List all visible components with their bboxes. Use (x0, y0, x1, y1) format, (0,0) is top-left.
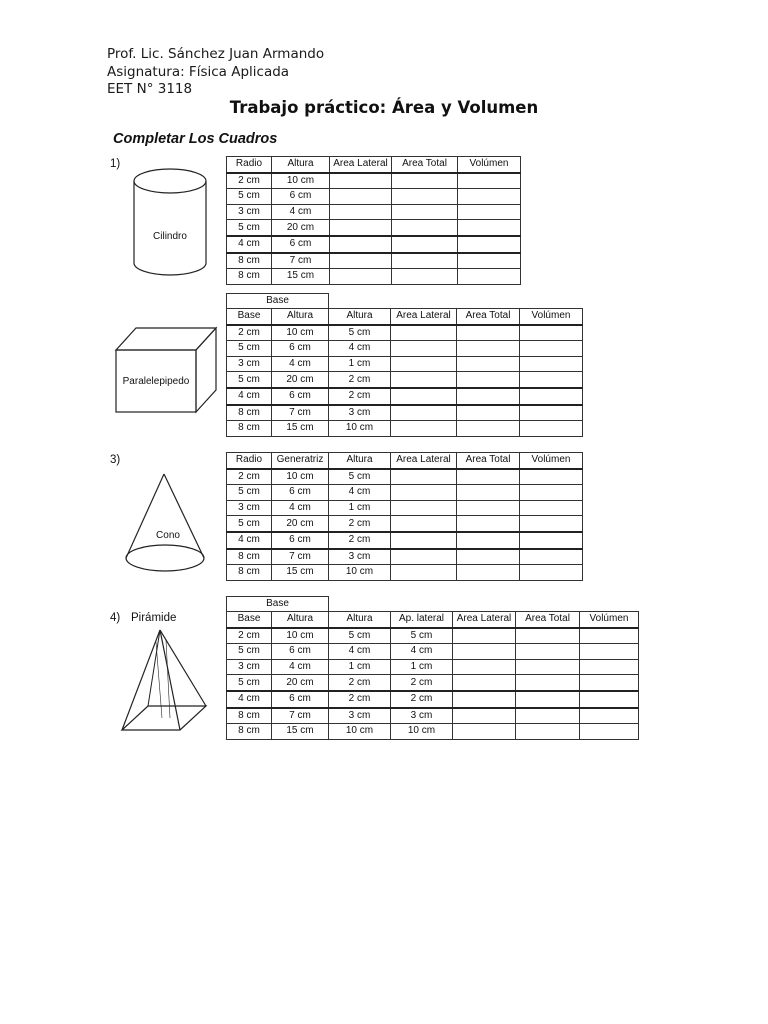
answer-cell[interactable] (330, 220, 392, 236)
answer-cell[interactable] (516, 708, 580, 724)
table-row (227, 628, 639, 644)
column-header: Ap. lateral (391, 612, 453, 628)
table-row (227, 708, 639, 724)
pyramid-label: Pirámide (131, 612, 177, 624)
data-cell: 15 cm (272, 565, 329, 581)
data-cell: 2 cm (227, 628, 272, 644)
answer-cell[interactable] (580, 724, 639, 740)
answer-cell[interactable] (392, 173, 458, 189)
cone-table (226, 452, 583, 581)
cone-label: Cono (156, 530, 180, 541)
parallelepiped-figure (112, 324, 220, 416)
column-header: Altura (272, 612, 329, 628)
answer-cell[interactable] (391, 405, 457, 421)
table-row (227, 516, 583, 532)
section-number-3: 3) (110, 454, 121, 466)
answer-cell[interactable] (520, 500, 583, 516)
table-row (227, 675, 639, 691)
table-row (227, 691, 639, 708)
answer-cell[interactable] (516, 659, 580, 675)
table-row (227, 173, 521, 189)
table-row (227, 341, 583, 357)
column-header: Radio (227, 453, 272, 469)
answer-cell[interactable] (391, 516, 457, 532)
parallelepiped-label: Paralelepipedo (122, 376, 190, 387)
answer-cell[interactable] (453, 659, 516, 675)
column-header: Altura (329, 309, 391, 325)
data-cell: 10 cm (272, 173, 330, 189)
table-row (227, 500, 583, 516)
answer-cell[interactable] (457, 500, 520, 516)
data-cell: 2 cm (227, 469, 272, 485)
data-cell: 5 cm (329, 628, 391, 644)
table-header-row (227, 612, 639, 628)
table-row (227, 724, 639, 740)
column-header: Base (227, 612, 272, 628)
answer-cell[interactable] (457, 405, 520, 421)
data-cell: 8 cm (227, 253, 272, 269)
answer-cell[interactable] (520, 485, 583, 501)
answer-cell[interactable] (391, 500, 457, 516)
answer-cell[interactable] (520, 516, 583, 532)
data-cell: 8 cm (227, 405, 272, 421)
data-cell: 4 cm (227, 691, 272, 708)
data-cell: 15 cm (272, 724, 329, 740)
answer-cell[interactable] (392, 236, 458, 253)
answer-cell[interactable] (330, 236, 392, 253)
answer-cell[interactable] (458, 173, 521, 189)
data-cell: 4 cm (391, 644, 453, 660)
column-header: Radio (227, 157, 272, 173)
answer-cell[interactable] (580, 708, 639, 724)
table-row (227, 236, 521, 253)
data-cell: 6 cm (272, 236, 330, 253)
answer-cell[interactable] (392, 253, 458, 269)
data-cell: 7 cm (272, 405, 329, 421)
answer-cell[interactable] (330, 173, 392, 189)
answer-cell[interactable] (457, 565, 520, 581)
table-row (227, 204, 521, 220)
data-cell: 8 cm (227, 269, 272, 285)
answer-cell[interactable] (580, 628, 639, 644)
data-cell: 5 cm (227, 485, 272, 501)
table-row (227, 659, 639, 675)
answer-cell[interactable] (457, 421, 520, 437)
answer-cell[interactable] (520, 372, 583, 388)
table-row (227, 372, 583, 388)
column-header: Volúmen (458, 157, 521, 173)
answer-cell[interactable] (520, 565, 583, 581)
data-cell: 4 cm (227, 388, 272, 405)
answer-cell[interactable] (392, 220, 458, 236)
data-cell: 5 cm (227, 372, 272, 388)
answer-cell[interactable] (457, 532, 520, 549)
column-header: Volúmen (520, 309, 583, 325)
data-cell: 3 cm (329, 549, 391, 565)
data-cell: 4 cm (329, 644, 391, 660)
data-cell: 2 cm (391, 675, 453, 691)
data-cell: 20 cm (272, 516, 329, 532)
answer-cell[interactable] (580, 691, 639, 708)
table-row (227, 549, 583, 565)
data-cell: 6 cm (272, 691, 329, 708)
data-cell: 3 cm (227, 659, 272, 675)
column-header: Area Lateral (453, 612, 516, 628)
answer-cell[interactable] (457, 469, 520, 485)
data-cell: 1 cm (329, 356, 391, 372)
data-cell: 5 cm (227, 675, 272, 691)
table-row (227, 189, 521, 205)
answer-cell[interactable] (391, 388, 457, 405)
table-row (227, 405, 583, 421)
answer-cell[interactable] (391, 485, 457, 501)
data-cell: 5 cm (329, 325, 391, 341)
answer-cell[interactable] (391, 469, 457, 485)
table-row (227, 469, 583, 485)
school-name: EET N° 3118 (107, 81, 193, 97)
subject-name: Asignatura: Física Aplicada (107, 64, 290, 80)
answer-cell[interactable] (520, 356, 583, 372)
column-header: Area Total (392, 157, 458, 173)
table-row (227, 485, 583, 501)
answer-cell[interactable] (516, 724, 580, 740)
column-header: Base (227, 309, 272, 325)
table-header-row (227, 309, 583, 325)
answer-cell[interactable] (457, 388, 520, 405)
column-header: Volúmen (580, 612, 639, 628)
data-cell: 6 cm (272, 189, 330, 205)
table-row (227, 421, 583, 437)
answer-cell[interactable] (458, 189, 521, 205)
column-header: Altura (272, 157, 330, 173)
data-cell: 6 cm (272, 388, 329, 405)
table-row (227, 565, 583, 581)
answer-cell[interactable] (391, 341, 457, 357)
data-cell: 2 cm (329, 516, 391, 532)
data-cell: 2 cm (227, 173, 272, 189)
answer-cell[interactable] (516, 644, 580, 660)
column-header: Area Total (516, 612, 580, 628)
answer-cell[interactable] (457, 372, 520, 388)
data-cell: 3 cm (227, 500, 272, 516)
parallelepiped-table (226, 308, 583, 437)
data-cell: 1 cm (329, 659, 391, 675)
data-cell: 6 cm (272, 644, 329, 660)
answer-cell[interactable] (391, 565, 457, 581)
column-header: Area Total (457, 309, 520, 325)
page-title: Trabajo práctico: Área y Volumen (229, 98, 539, 117)
data-cell: 10 cm (272, 325, 329, 341)
cylinder-table (226, 156, 521, 285)
table-header-row (227, 453, 583, 469)
table-row (227, 532, 583, 549)
data-cell: 8 cm (227, 421, 272, 437)
table-row (227, 269, 521, 285)
data-cell: 5 cm (227, 516, 272, 532)
answer-cell[interactable] (453, 628, 516, 644)
data-cell: 10 cm (329, 565, 391, 581)
data-cell: 1 cm (391, 659, 453, 675)
data-cell: 3 cm (329, 708, 391, 724)
data-cell: 2 cm (391, 691, 453, 708)
data-cell: 20 cm (272, 675, 329, 691)
answer-cell[interactable] (458, 236, 521, 253)
answer-cell[interactable] (580, 675, 639, 691)
answer-cell[interactable] (516, 675, 580, 691)
data-cell: 4 cm (329, 341, 391, 357)
data-cell: 3 cm (329, 405, 391, 421)
data-cell: 8 cm (227, 708, 272, 724)
data-cell: 4 cm (272, 500, 329, 516)
column-header: Area Lateral (391, 453, 457, 469)
answer-cell[interactable] (580, 659, 639, 675)
data-cell: 4 cm (272, 659, 329, 675)
column-header: Volúmen (520, 453, 583, 469)
data-cell: 15 cm (272, 421, 329, 437)
data-cell: 3 cm (227, 356, 272, 372)
cylinder-figure (130, 165, 212, 281)
answer-cell[interactable] (391, 372, 457, 388)
data-cell: 5 cm (227, 189, 272, 205)
column-header: Altura (329, 612, 391, 628)
column-header: Generatriz (272, 453, 329, 469)
answer-cell[interactable] (520, 325, 583, 341)
answer-cell[interactable] (520, 469, 583, 485)
answer-cell[interactable] (457, 485, 520, 501)
table-row (227, 220, 521, 236)
answer-cell[interactable] (392, 189, 458, 205)
table-row (227, 325, 583, 341)
answer-cell[interactable] (520, 549, 583, 565)
data-cell: 2 cm (329, 372, 391, 388)
answer-cell[interactable] (453, 644, 516, 660)
pyramid-table (226, 611, 639, 740)
answer-cell[interactable] (458, 204, 521, 220)
data-cell: 10 cm (391, 724, 453, 740)
answer-cell[interactable] (453, 708, 516, 724)
prism-base-group-label: Base (226, 293, 329, 308)
data-cell: 2 cm (227, 325, 272, 341)
data-cell: 6 cm (272, 532, 329, 549)
data-cell: 10 cm (272, 469, 329, 485)
answer-cell[interactable] (457, 325, 520, 341)
column-header: Altura (272, 309, 329, 325)
answer-cell[interactable] (453, 675, 516, 691)
answer-cell[interactable] (457, 516, 520, 532)
cone-figure (118, 470, 218, 576)
column-header: Altura (329, 453, 391, 469)
column-header: Area Lateral (391, 309, 457, 325)
data-cell: 5 cm (227, 644, 272, 660)
pyramid-base-group-label: Base (226, 596, 329, 611)
data-cell: 5 cm (329, 469, 391, 485)
data-cell: 5 cm (227, 220, 272, 236)
data-cell: 2 cm (329, 691, 391, 708)
data-cell: 4 cm (227, 236, 272, 253)
answer-cell[interactable] (453, 691, 516, 708)
answer-cell[interactable] (391, 532, 457, 549)
section-subheading: Completar Los Cuadros (113, 131, 278, 147)
answer-cell[interactable] (392, 204, 458, 220)
data-cell: 5 cm (391, 628, 453, 644)
data-cell: 20 cm (272, 220, 330, 236)
data-cell: 10 cm (272, 628, 329, 644)
data-cell: 4 cm (272, 204, 330, 220)
data-cell: 7 cm (272, 708, 329, 724)
cylinder-label: Cilindro (153, 231, 187, 242)
data-cell: 8 cm (227, 549, 272, 565)
table-row (227, 356, 583, 372)
answer-cell[interactable] (391, 356, 457, 372)
professor-name: Prof. Lic. Sánchez Juan Armando (107, 46, 325, 62)
answer-cell[interactable] (391, 421, 457, 437)
data-cell: 2 cm (329, 388, 391, 405)
data-cell: 2 cm (329, 675, 391, 691)
answer-cell[interactable] (520, 388, 583, 405)
answer-cell[interactable] (330, 204, 392, 220)
answer-cell[interactable] (516, 628, 580, 644)
data-cell: 10 cm (329, 724, 391, 740)
data-cell: 1 cm (329, 500, 391, 516)
data-cell: 2 cm (329, 532, 391, 549)
answer-cell[interactable] (580, 644, 639, 660)
table-row (227, 644, 639, 660)
answer-cell[interactable] (458, 269, 521, 285)
answer-cell[interactable] (457, 341, 520, 357)
data-cell: 8 cm (227, 565, 272, 581)
data-cell: 10 cm (329, 421, 391, 437)
answer-cell[interactable] (391, 549, 457, 565)
data-cell: 4 cm (329, 485, 391, 501)
answer-cell[interactable] (330, 189, 392, 205)
data-cell: 3 cm (227, 204, 272, 220)
answer-cell[interactable] (392, 269, 458, 285)
answer-cell[interactable] (516, 691, 580, 708)
answer-cell[interactable] (520, 532, 583, 549)
answer-cell[interactable] (458, 220, 521, 236)
answer-cell[interactable] (458, 253, 521, 269)
data-cell: 3 cm (391, 708, 453, 724)
answer-cell[interactable] (520, 405, 583, 421)
column-header: Area Total (457, 453, 520, 469)
data-cell: 6 cm (272, 485, 329, 501)
table-row (227, 388, 583, 405)
answer-cell[interactable] (520, 341, 583, 357)
section-number-4: 4) (110, 612, 121, 624)
table-header-row (227, 157, 521, 173)
data-cell: 7 cm (272, 549, 329, 565)
data-cell: 6 cm (272, 341, 329, 357)
answer-cell[interactable] (457, 356, 520, 372)
column-header: Area Lateral (330, 157, 392, 173)
data-cell: 15 cm (272, 269, 330, 285)
table-row (227, 253, 521, 269)
data-cell: 20 cm (272, 372, 329, 388)
data-cell: 7 cm (272, 253, 330, 269)
data-cell: 4 cm (227, 532, 272, 549)
answer-cell[interactable] (520, 421, 583, 437)
pyramid-figure (114, 626, 210, 740)
answer-cell[interactable] (330, 253, 392, 269)
answer-cell[interactable] (330, 269, 392, 285)
section-number-1: 1) (110, 158, 121, 170)
data-cell: 8 cm (227, 724, 272, 740)
answer-cell[interactable] (453, 724, 516, 740)
answer-cell[interactable] (457, 549, 520, 565)
data-cell: 4 cm (272, 356, 329, 372)
answer-cell[interactable] (391, 325, 457, 341)
data-cell: 5 cm (227, 341, 272, 357)
